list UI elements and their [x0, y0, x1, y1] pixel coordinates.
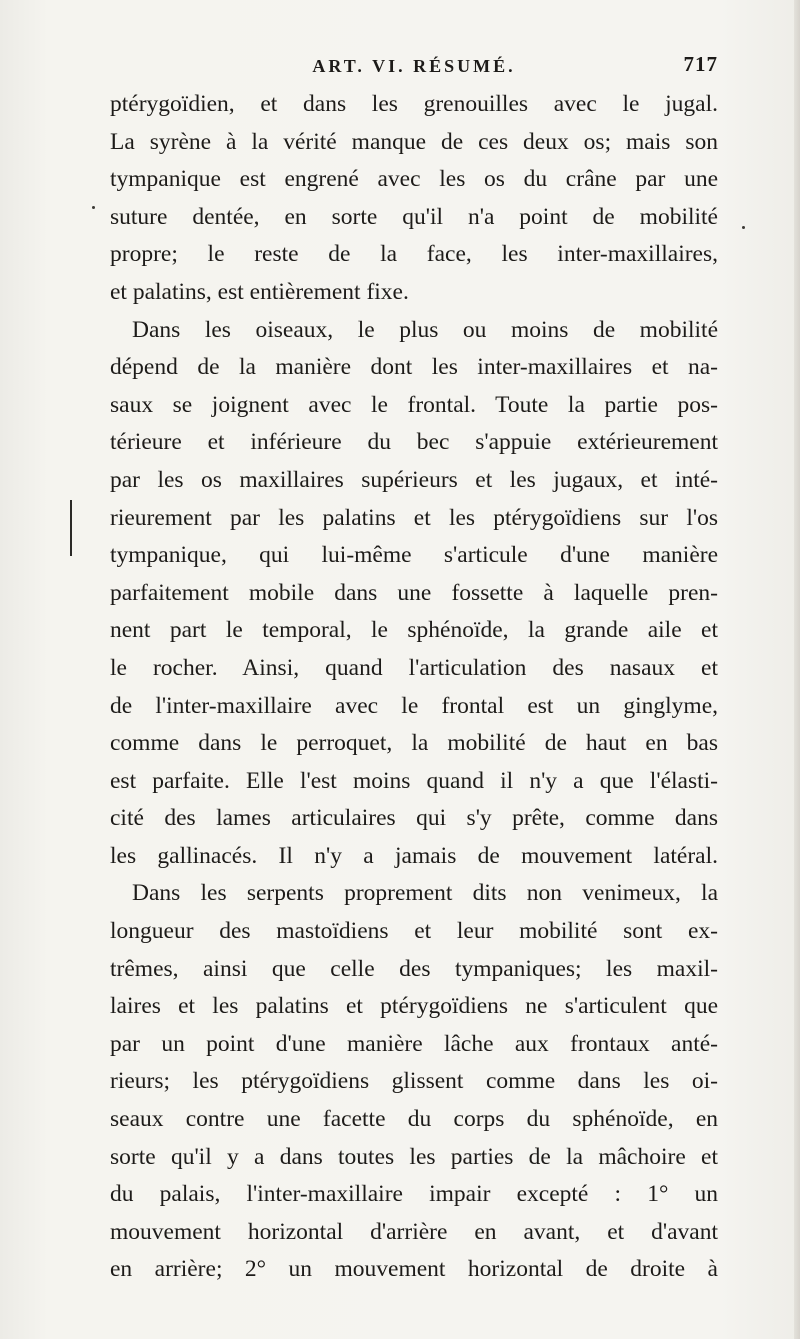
text-line: est parfaite. Elle l'est moins quand il n'y a que l'élasti- — [110, 767, 718, 794]
text-line: sorte qu'il y a dans toutes les parties de la mâchoire et — [110, 1143, 718, 1170]
paragraph-start-line: Dans les serpents proprement dits non venimeux, la — [132, 880, 718, 907]
text-line: térieure et inférieure du bec s'appuie extérieurement — [110, 429, 718, 456]
text-line: les gallinacés. Il n'y a jamais de mouvement latéral. — [110, 842, 718, 869]
text-line: de l'inter-maxillaire avec le frontal est un ginglyme, — [110, 692, 718, 719]
page-header — [110, 52, 718, 84]
body-text — [110, 86, 718, 1289]
text-line: et palatins, est entièrement fixe. — [110, 278, 409, 305]
text-line: rieurs; les ptérygoïdiens glissent comme dans les oi- — [110, 1068, 718, 1095]
text-line: trêmes, ainsi que celle des tympaniques; les maxil- — [110, 955, 718, 982]
text-line: laires et les palatins et ptérygoïdiens ne s'articulent que — [110, 993, 718, 1020]
text-line: ptérygoïdien, et dans les grenouilles avec le jugal. — [110, 91, 718, 117]
text-line: nent part le temporal, le sphénoïde, la grande aile et — [110, 617, 718, 644]
text-line: par les os maxillaires supérieurs et les jugaux, et inté- — [110, 466, 718, 493]
paragraph-start-line: Dans les oiseaux, le plus ou moins de mobilité — [132, 316, 718, 343]
text-line: tympanique est engrené avec les os du crâne par une — [110, 166, 718, 193]
page-edge-shadow — [794, 0, 800, 1339]
text-line: suture dentée, en sorte qu'il n'a point de mobilité — [110, 203, 718, 230]
text-line: La syrène à la vérité manque de ces deux os; mais son — [110, 128, 718, 155]
text-line: le rocher. Ainsi, quand l'articulation des nasaux et — [110, 654, 718, 681]
ink-speck — [742, 226, 745, 229]
text-line: propre; le reste de la face, les inter-maxillaires, — [110, 241, 718, 268]
text-line: seaux contre une facette du corps du sphénoïde, en — [110, 1106, 718, 1133]
page-number: 717 — [683, 52, 718, 76]
text-line: par un point d'une manière lâche aux frontaux anté- — [110, 1030, 718, 1057]
text-line: cité des lames articulaires qui s'y prête, comme dans — [110, 805, 718, 832]
text-line: parfaitement mobile dans une fossette à laquelle pren- — [110, 579, 718, 606]
text-line: comme dans le perroquet, la mobilité de haut en bas — [110, 730, 718, 757]
text-line: mouvement horizontal d'arrière en avant, et d'avant — [110, 1218, 718, 1245]
margin-mark — [70, 500, 72, 556]
text-line: longueur des mastoïdiens et leur mobilité sont ex- — [110, 918, 718, 945]
text-line: en arrière; 2° un mouvement horizontal de droite à — [110, 1256, 718, 1283]
text-line: du palais, l'inter-maxillaire impair excepté : 1° un — [110, 1181, 718, 1208]
text-line: saux se joignent avec le frontal. Toute la partie pos- — [110, 391, 718, 418]
text-line: tympanique, qui lui-même s'articule d'une manière — [110, 542, 718, 569]
text-line: dépend de la manière dont les inter-maxillaires et na- — [110, 354, 718, 381]
ink-speck — [92, 206, 95, 209]
text-line: rieurement par les palatins et les ptérygoïdiens sur l'os — [110, 504, 718, 531]
running-head: ART. VI. RÉSUMÉ. — [312, 56, 516, 76]
